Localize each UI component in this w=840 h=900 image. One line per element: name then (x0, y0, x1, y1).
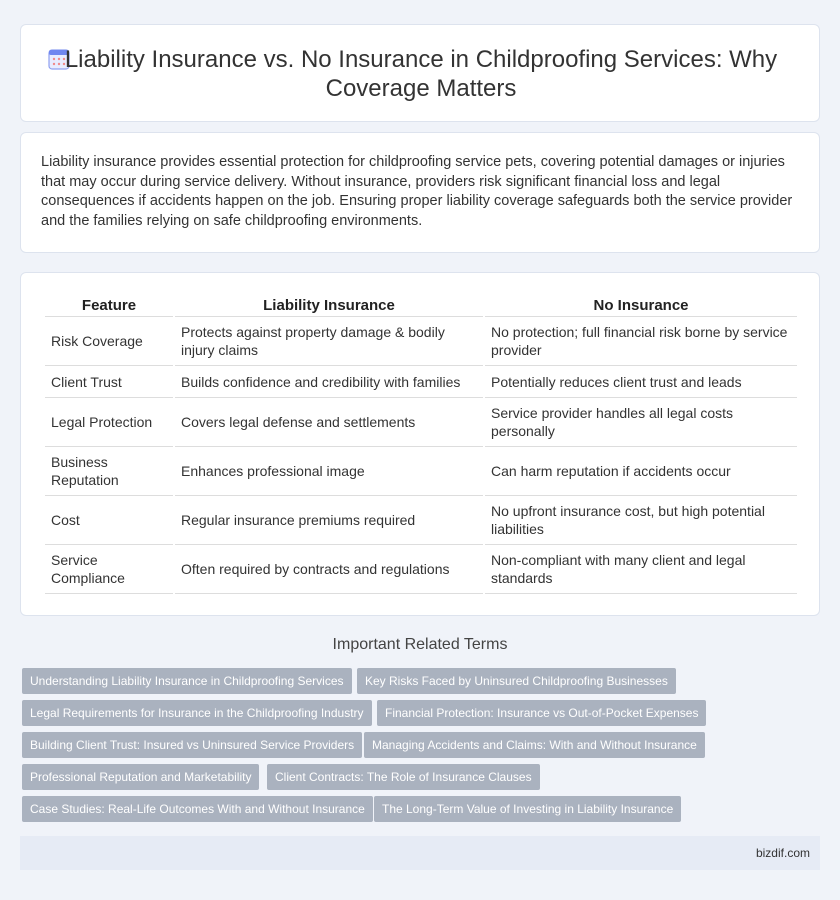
feature-cell: Client Trust (45, 366, 173, 398)
footer-site-link[interactable]: bizdif.com (755, 846, 810, 860)
related-term-chip[interactable]: Client Contracts: The Role of Insurance Clauses (267, 764, 540, 790)
header-feature: Feature (45, 295, 173, 317)
related-term-chip[interactable]: Professional Reputation and Marketability (22, 764, 259, 790)
related-terms-title: Important Related Terms (332, 636, 508, 653)
related-term-chip[interactable]: Key Risks Faced by Uninsured Childproofing Businesses (357, 668, 676, 694)
feature-cell: Legal Protection (45, 398, 173, 447)
related-term-chip[interactable]: Understanding Liability Insurance in Childproofing Services (22, 668, 352, 694)
table-row (45, 398, 797, 447)
liability-cell: Builds confidence and credibility with families (175, 366, 483, 398)
no-insurance-cell: Service provider handles all legal costs personally (485, 398, 797, 447)
feature-cell: Business Reputation (45, 447, 173, 496)
comparison-table-card (20, 272, 820, 616)
no-insurance-cell: No upfront insurance cost, but high potential liabilities (485, 496, 797, 545)
no-insurance-cell: Non-compliant with many client and legal standards (485, 545, 797, 594)
comparison-table (43, 295, 799, 594)
intro-text: Liability insurance provides essential protection for childproofing service pets, covering potential damages or injuries that may occur during service delivery. Without insurance, providers risk significant financial loss and legal consequences if accidents happen on the job. Ensuring proper liability coverage safeguards both the service provider and the families relying on safe childproofing environments. (41, 154, 793, 229)
related-term-chip[interactable]: The Long-Term Value of Investing in Liability Insurance (374, 796, 681, 822)
liability-cell: Enhances professional image (175, 447, 483, 496)
table-row (45, 447, 797, 496)
liability-cell: Protects against property damage & bodily injury claims (175, 317, 483, 366)
liability-cell: Regular insurance premiums required (175, 496, 483, 545)
table-row (45, 366, 797, 398)
no-insurance-cell: Potentially reduces client trust and leads (485, 366, 797, 398)
related-term-chip[interactable]: Case Studies: Real-Life Outcomes With and Without Insurance (22, 796, 373, 822)
table-row (45, 496, 797, 545)
no-insurance-cell: No protection; full financial risk borne by service provider (485, 317, 797, 366)
related-term-chip[interactable]: Managing Accidents and Claims: With and Without Insurance (364, 732, 705, 758)
related-term-chip[interactable]: Building Client Trust: Insured vs Uninsured Service Providers (22, 732, 362, 758)
liability-cell: Often required by contracts and regulations (175, 545, 483, 594)
page-title: Liability Insurance vs. No Insurance in Childproofing Services: Why Coverage Matters (64, 46, 778, 102)
liability-cell: Covers legal defense and settlements (175, 398, 483, 447)
related-term-chip[interactable]: Financial Protection: Insurance vs Out-of-Pocket Expenses (377, 700, 706, 726)
feature-cell: Service Compliance (45, 545, 173, 594)
footer (20, 836, 820, 870)
header-card (20, 24, 820, 122)
table-row (45, 545, 797, 594)
no-insurance-cell: Can harm reputation if accidents occur (485, 447, 797, 496)
header-no-insurance: No Insurance (485, 295, 797, 317)
feature-cell: Risk Coverage (45, 317, 173, 366)
related-term-chip[interactable]: Legal Requirements for Insurance in the Childproofing Industry (22, 700, 372, 726)
feature-cell: Cost (45, 496, 173, 545)
intro-card (20, 132, 820, 253)
table-row (45, 317, 797, 366)
header-liability-insurance: Liability Insurance (175, 295, 483, 317)
